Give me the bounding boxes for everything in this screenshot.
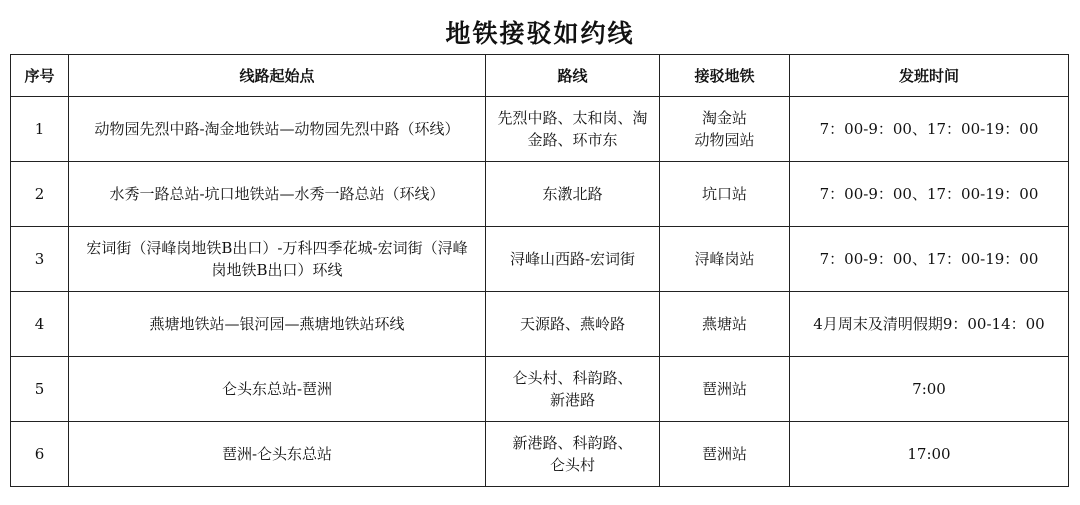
cell-route-start-end: 仑头东总站-琶洲	[69, 357, 486, 422]
cell-serial-number: 5	[11, 357, 69, 422]
cell-route-start-end: 宏词街（浔峰岗地铁B出口）-万科四季花城-宏词街（浔峰岗地铁B出口）环线	[69, 227, 486, 292]
metro-shuttle-table	[10, 54, 1069, 487]
cell-departure-time: 7：00-9：00、17：00-19：00	[790, 97, 1069, 162]
cell-departure-time: 7:00	[790, 357, 1069, 422]
table-row	[11, 422, 1069, 487]
cell-departure-time: 7：00-9：00、17：00-19：00	[790, 162, 1069, 227]
cell-route-start-end: 琶洲-仑头东总站	[69, 422, 486, 487]
cell-route: 仑头村、科韵路、新港路	[486, 357, 660, 422]
table-row	[11, 162, 1069, 227]
cell-departure-time: 4月周末及清明假期9：00-14：00	[790, 292, 1069, 357]
cell-route: 先烈中路、太和岗、淘金路、环市东	[486, 97, 660, 162]
header-route-start-end: 线路起始点	[69, 55, 486, 97]
cell-route-start-end: 动物园先烈中路-淘金地铁站—动物园先烈中路（环线）	[69, 97, 486, 162]
cell-serial-number: 2	[11, 162, 69, 227]
table-row	[11, 292, 1069, 357]
cell-connecting-metro: 淘金站 动物园站	[660, 97, 790, 162]
cell-route: 新港路、科韵路、仑头村	[486, 422, 660, 487]
cell-serial-number: 6	[11, 422, 69, 487]
header-route: 路线	[486, 55, 660, 97]
header-connecting-metro: 接驳地铁	[660, 55, 790, 97]
table-row	[11, 97, 1069, 162]
cell-route-start-end: 水秀一路总站-坑口地铁站—水秀一路总站（环线）	[69, 162, 486, 227]
cell-route: 天源路、燕岭路	[486, 292, 660, 357]
table-row	[11, 357, 1069, 422]
header-serial-number: 序号	[11, 55, 69, 97]
cell-serial-number: 1	[11, 97, 69, 162]
cell-connecting-metro: 坑口站	[660, 162, 790, 227]
page-title: 地铁接驳如约线	[445, 19, 635, 48]
cell-departure-time: 7：00-9：00、17：00-19：00	[790, 227, 1069, 292]
cell-serial-number: 4	[11, 292, 69, 357]
table-row	[11, 227, 1069, 292]
cell-serial-number: 3	[11, 227, 69, 292]
cell-connecting-metro: 琶洲站	[660, 422, 790, 487]
header-departure-time: 发班时间	[790, 55, 1069, 97]
cell-connecting-metro: 琶洲站	[660, 357, 790, 422]
cell-route: 东漖北路	[486, 162, 660, 227]
cell-route-start-end: 燕塘地铁站—银河园—燕塘地铁站环线	[69, 292, 486, 357]
table-header-row	[11, 55, 1069, 97]
cell-departure-time: 17:00	[790, 422, 1069, 487]
cell-connecting-metro: 燕塘站	[660, 292, 790, 357]
cell-route: 浔峰山西路-宏词街	[486, 227, 660, 292]
cell-connecting-metro: 浔峰岗站	[660, 227, 790, 292]
